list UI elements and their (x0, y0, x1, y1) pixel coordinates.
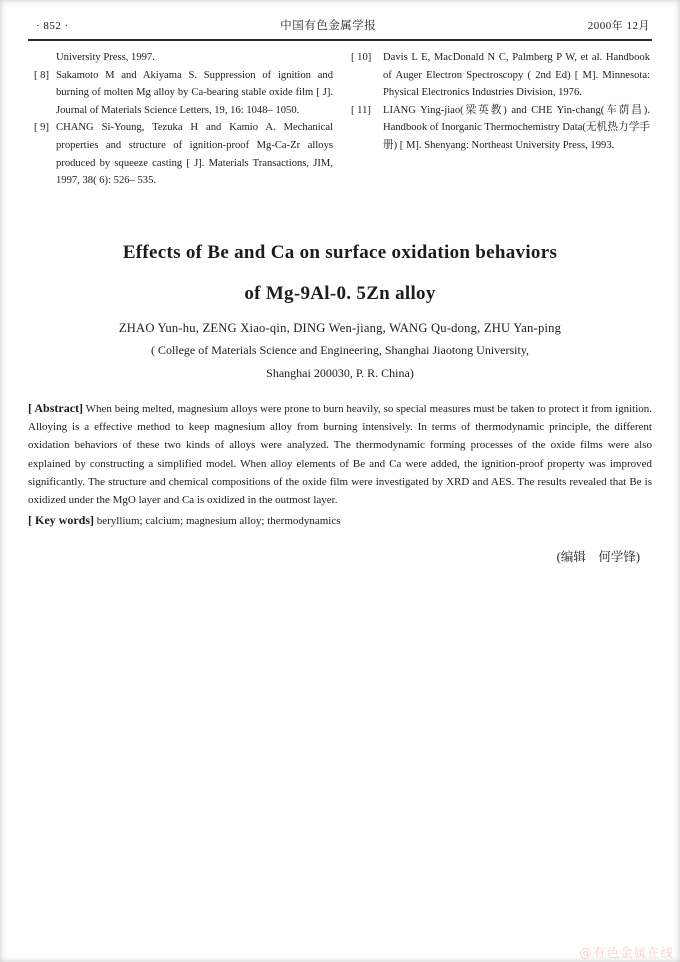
reference-item (34, 67, 333, 120)
reference-list (34, 49, 650, 190)
watermark: @有色金属在线 (579, 945, 674, 960)
issue-date: 2000年 12月 (587, 20, 650, 32)
reference-number: [ 9] (34, 122, 50, 134)
page-number: · 852 · (36, 20, 69, 32)
affiliation (0, 339, 680, 385)
article-title-line2: of Mg-9Al-0. 5Zn alloy (244, 282, 436, 304)
reference-column-left (34, 49, 333, 190)
reference-text: Sakamoto M and Akiyama S. Suppression of ignition and burning of molten Mg alloy by Ca-bearing stable oxide film [ J]. Journal of Materials Science Letters, 19, 16: 1048– 1050. (56, 69, 333, 116)
reference-number: [ 8] (34, 69, 50, 81)
keywords-label: [ Key words] (28, 512, 94, 527)
reference-text: Davis L E, MacDonald N C, Palmberg P W, et al. Handbook of Auger Electron Spectroscopy ( 2nd Ed) [ M]. Minnesota: Physical Electronics Industries Division, 1976. (383, 52, 650, 99)
article-title (0, 232, 680, 314)
abstract-label: [ Abstract] (28, 400, 84, 415)
editor-note: (编辑 何学锋) (556, 549, 640, 564)
reference-item (34, 119, 333, 189)
reference-text: University Press, 1997. (56, 52, 155, 63)
reference-text: LIANG Ying-jiao(梁英教) and CHE Yin-chang(车荫昌). Handbook of Inorganic Thermochemistry Data(无机热力学手册) [ M]. Shenyang: Northeast University Press, 1993. (383, 104, 650, 151)
reference-number: [ 10] (351, 52, 372, 63)
keywords (28, 511, 652, 530)
reference-item (351, 49, 650, 102)
running-head (0, 0, 680, 33)
affiliation-line2: Shanghai 200030, P. R. China) (266, 365, 414, 380)
reference-item (351, 102, 650, 155)
reference-number: [ 11] (351, 104, 371, 116)
reference-column-right (351, 49, 650, 190)
abstract (28, 399, 652, 510)
author-list: ZHAO Yun-hu, ZENG Xiao-qin, DING Wen-jiang, WANG Qu-dong, ZHU Yan-ping (118, 320, 562, 335)
header-rule (28, 39, 652, 41)
reference-item (34, 49, 333, 67)
abstract-text: When being melted, magnesium alloys were prone to burn heavily, so special measures must be taken to protect it from ignition. Alloying is a effective method to keep magnesium alloy from burning intensively. In terms of thermodynamic principle, the different oxidation behaviors of these two kinds of alloys were analyzed. The thermodynamic forming processes of the oxide films were also explained by constructing a simplified model. When alloy elements of Be and Ca were added, the ignition-proof property was improved significantly. The structure and chemical compositions of the oxide film were investigated by XRD and AES. The results revealed that Be is oxidized under the MgO layer and Ca is oxidized in the outmost layer. (28, 402, 652, 507)
affiliation-line1: ( College of Materials Science and Engineering, Shanghai Jiaotong University, (150, 342, 530, 357)
article-title-line1: Effects of Be and Ca on surface oxidation behaviors (122, 241, 558, 263)
journal-title: 中国有色金属学报 (280, 20, 377, 32)
keywords-text: beryllium; calcium; magnesium alloy; thermodynamics (96, 514, 341, 527)
reference-text: CHANG Si-Young, Tezuka H and Kamio A. Mechanical properties and structure of ignition-proof Mg-Ca-Zr alloys produced by squeeze casting [ J]. Materials Transactions, JIM, 1997, 38( 6): 526– 535. (56, 122, 333, 187)
